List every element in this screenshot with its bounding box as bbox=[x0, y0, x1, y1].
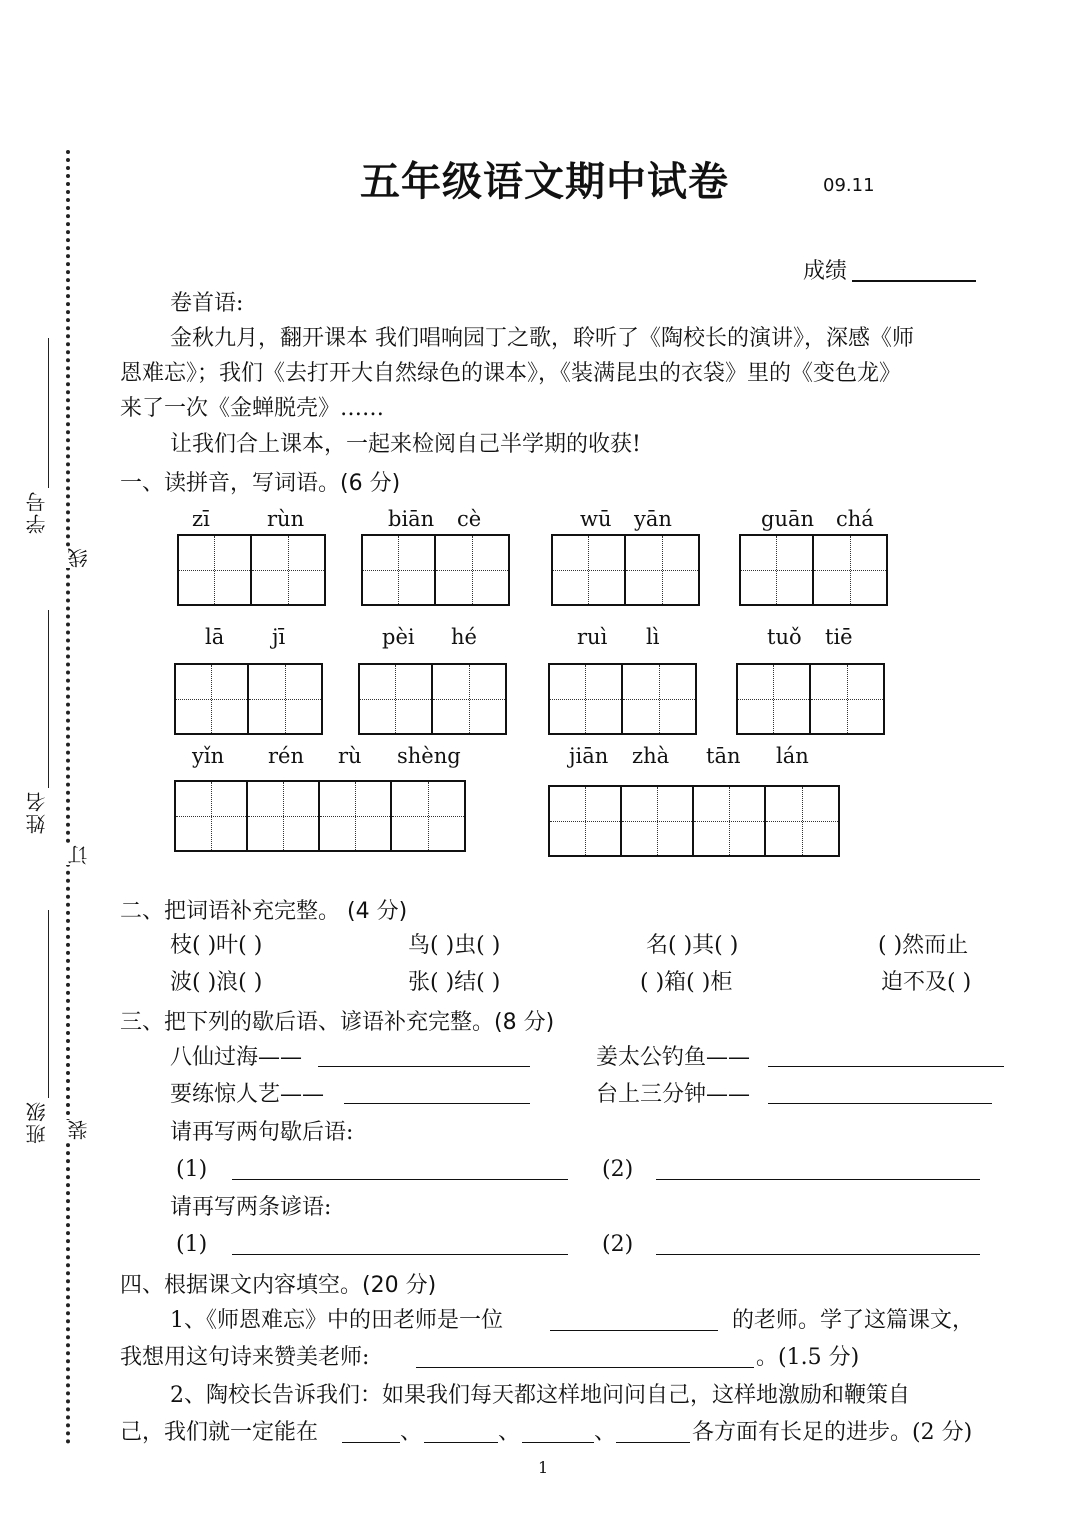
fill-word-item: 鸟( )虫( ) bbox=[408, 933, 501, 958]
separator: 、 bbox=[498, 1420, 521, 1445]
student-no-blank bbox=[48, 338, 49, 488]
writing-grid[interactable] bbox=[174, 780, 466, 852]
class-label: 班级 bbox=[25, 1100, 49, 1144]
pinyin: zī bbox=[192, 507, 210, 531]
fill-word-item: 迫不及( ) bbox=[881, 970, 972, 995]
section-heading: 一、读拼音，写词语。(6 分) bbox=[120, 471, 401, 496]
question-text: 1、《师恩难忘》中的田老师是一位 bbox=[170, 1308, 503, 1333]
section-heading: 三、把下列的歇后语、谚语补充完整。(8 分) bbox=[120, 1010, 555, 1035]
item-number: (2) bbox=[602, 1232, 634, 1257]
question-text: 我想用这句诗来赞美老师: bbox=[120, 1345, 370, 1370]
item-number: (1) bbox=[176, 1157, 208, 1182]
answer-blank[interactable] bbox=[232, 1179, 568, 1180]
pinyin: rù bbox=[338, 744, 362, 768]
binding-zhuang-char: 装 bbox=[64, 1120, 93, 1140]
writing-grid[interactable] bbox=[361, 534, 510, 606]
pinyin: guān bbox=[761, 507, 815, 531]
section-heading: 二、把词语补充完整。 (4 分) bbox=[120, 899, 408, 924]
intro-label: 卷首语: bbox=[170, 291, 244, 316]
fill-word-item: 名( )其( ) bbox=[646, 933, 739, 958]
answer-blank[interactable] bbox=[318, 1066, 530, 1067]
pinyin: lì bbox=[646, 625, 660, 649]
name-label: 姓名 bbox=[25, 790, 49, 834]
pinyin: rùn bbox=[267, 507, 305, 531]
pinyin: tiē bbox=[825, 625, 853, 649]
answer-blank[interactable] bbox=[768, 1103, 992, 1104]
separator: 、 bbox=[400, 1420, 423, 1445]
instruction-text: 请再写两句歇后语: bbox=[170, 1120, 354, 1145]
pinyin: biān bbox=[388, 507, 435, 531]
pinyin: rén bbox=[268, 744, 304, 768]
answer-blank[interactable] bbox=[616, 1442, 690, 1443]
pinyin: jī bbox=[272, 625, 286, 649]
section-heading: 四、根据课文内容填空。(20 分) bbox=[120, 1273, 437, 1298]
pinyin: cè bbox=[457, 507, 482, 531]
writing-grid[interactable] bbox=[551, 534, 700, 606]
writing-grid[interactable] bbox=[548, 785, 840, 857]
pinyin: shèng bbox=[397, 744, 461, 768]
pinyin: tuǒ bbox=[767, 625, 802, 649]
question-text: 己，我们就一定能在 bbox=[120, 1420, 319, 1445]
fill-word-item: ( )箱( )柜 bbox=[640, 970, 733, 995]
pinyin: hé bbox=[451, 625, 477, 649]
writing-grid[interactable] bbox=[739, 534, 888, 606]
writing-grid[interactable] bbox=[177, 534, 326, 606]
answer-blank[interactable] bbox=[550, 1330, 718, 1331]
proverb-prompt: 台上三分钟—— bbox=[596, 1082, 751, 1107]
pinyin: yān bbox=[634, 507, 672, 531]
pinyin: chá bbox=[836, 507, 874, 531]
answer-blank[interactable] bbox=[232, 1254, 568, 1255]
pinyin: jiān bbox=[569, 744, 609, 768]
writing-grid[interactable] bbox=[174, 663, 323, 735]
name-blank bbox=[48, 610, 49, 788]
answer-blank[interactable] bbox=[656, 1254, 980, 1255]
intro-line: 来了一次《金蝉脱壳》…… bbox=[120, 396, 385, 421]
pinyin: tān bbox=[706, 744, 741, 768]
answer-blank[interactable] bbox=[344, 1103, 530, 1104]
item-number: (2) bbox=[602, 1157, 634, 1182]
question-text: 。(1.5 分) bbox=[756, 1345, 860, 1370]
pinyin: wū bbox=[580, 507, 612, 531]
question-text: 2、陶校长告诉我们：如果我们每天都这样地问问自己，这样地激励和鞭策自 bbox=[170, 1383, 910, 1408]
exam-date: 09.11 bbox=[823, 175, 875, 196]
pinyin: yǐn bbox=[192, 744, 225, 768]
fill-word-item: 波( )浪( ) bbox=[170, 970, 263, 995]
binding-line-char: 线 bbox=[64, 548, 93, 568]
answer-blank[interactable] bbox=[768, 1066, 1004, 1067]
fill-word-item: 枝( )叶( ) bbox=[170, 933, 263, 958]
answer-blank[interactable] bbox=[416, 1367, 754, 1368]
proverb-prompt: 姜太公钓鱼—— bbox=[596, 1045, 751, 1070]
pinyin: lā bbox=[205, 625, 225, 649]
fill-word-item: 张( )结( ) bbox=[408, 970, 501, 995]
answer-blank[interactable] bbox=[656, 1179, 980, 1180]
writing-grid[interactable] bbox=[358, 663, 507, 735]
writing-grid[interactable] bbox=[736, 663, 885, 735]
page-number: 1 bbox=[538, 1458, 549, 1477]
writing-grid[interactable] bbox=[548, 663, 697, 735]
fill-word-item: ( )然而止 bbox=[878, 933, 969, 958]
intro-line: 金秋九月，翻开课本 我们唱响园丁之歌，聆听了《陶校长的演讲》，深感《师 bbox=[170, 326, 914, 351]
score-label: 成绩 bbox=[803, 259, 848, 284]
binding-dotted-line bbox=[66, 150, 70, 1445]
separator: 、 bbox=[594, 1420, 617, 1445]
pinyin: zhà bbox=[632, 744, 670, 768]
pinyin: ruì bbox=[577, 625, 608, 649]
score-blank bbox=[852, 280, 976, 282]
answer-blank[interactable] bbox=[522, 1442, 594, 1443]
proverb-prompt: 要练惊人艺—— bbox=[170, 1082, 325, 1107]
pinyin: pèi bbox=[382, 625, 415, 649]
intro-line: 让我们合上课本，一起来检阅自己半学期的收获! bbox=[170, 432, 641, 457]
question-text: 的老师。学了这篇课文， bbox=[732, 1308, 975, 1333]
page-title: 五年级语文期中试卷 bbox=[360, 159, 729, 205]
proverb-prompt: 八仙过海—— bbox=[170, 1045, 303, 1070]
answer-blank[interactable] bbox=[424, 1442, 498, 1443]
pinyin: lán bbox=[776, 744, 809, 768]
class-blank bbox=[48, 910, 49, 1098]
binding-ding-char: 订 bbox=[64, 845, 93, 865]
question-text: 各方面有长足的进步。(2 分) bbox=[692, 1420, 973, 1445]
answer-blank[interactable] bbox=[342, 1442, 400, 1443]
intro-line: 恩难忘》；我们《去打开大自然绿色的课本》，《装满昆虫的衣袋》里的《变色龙》 bbox=[120, 361, 902, 386]
item-number: (1) bbox=[176, 1232, 208, 1257]
student-no-label: 学号 bbox=[25, 490, 49, 534]
instruction-text: 请再写两条谚语: bbox=[170, 1195, 332, 1220]
